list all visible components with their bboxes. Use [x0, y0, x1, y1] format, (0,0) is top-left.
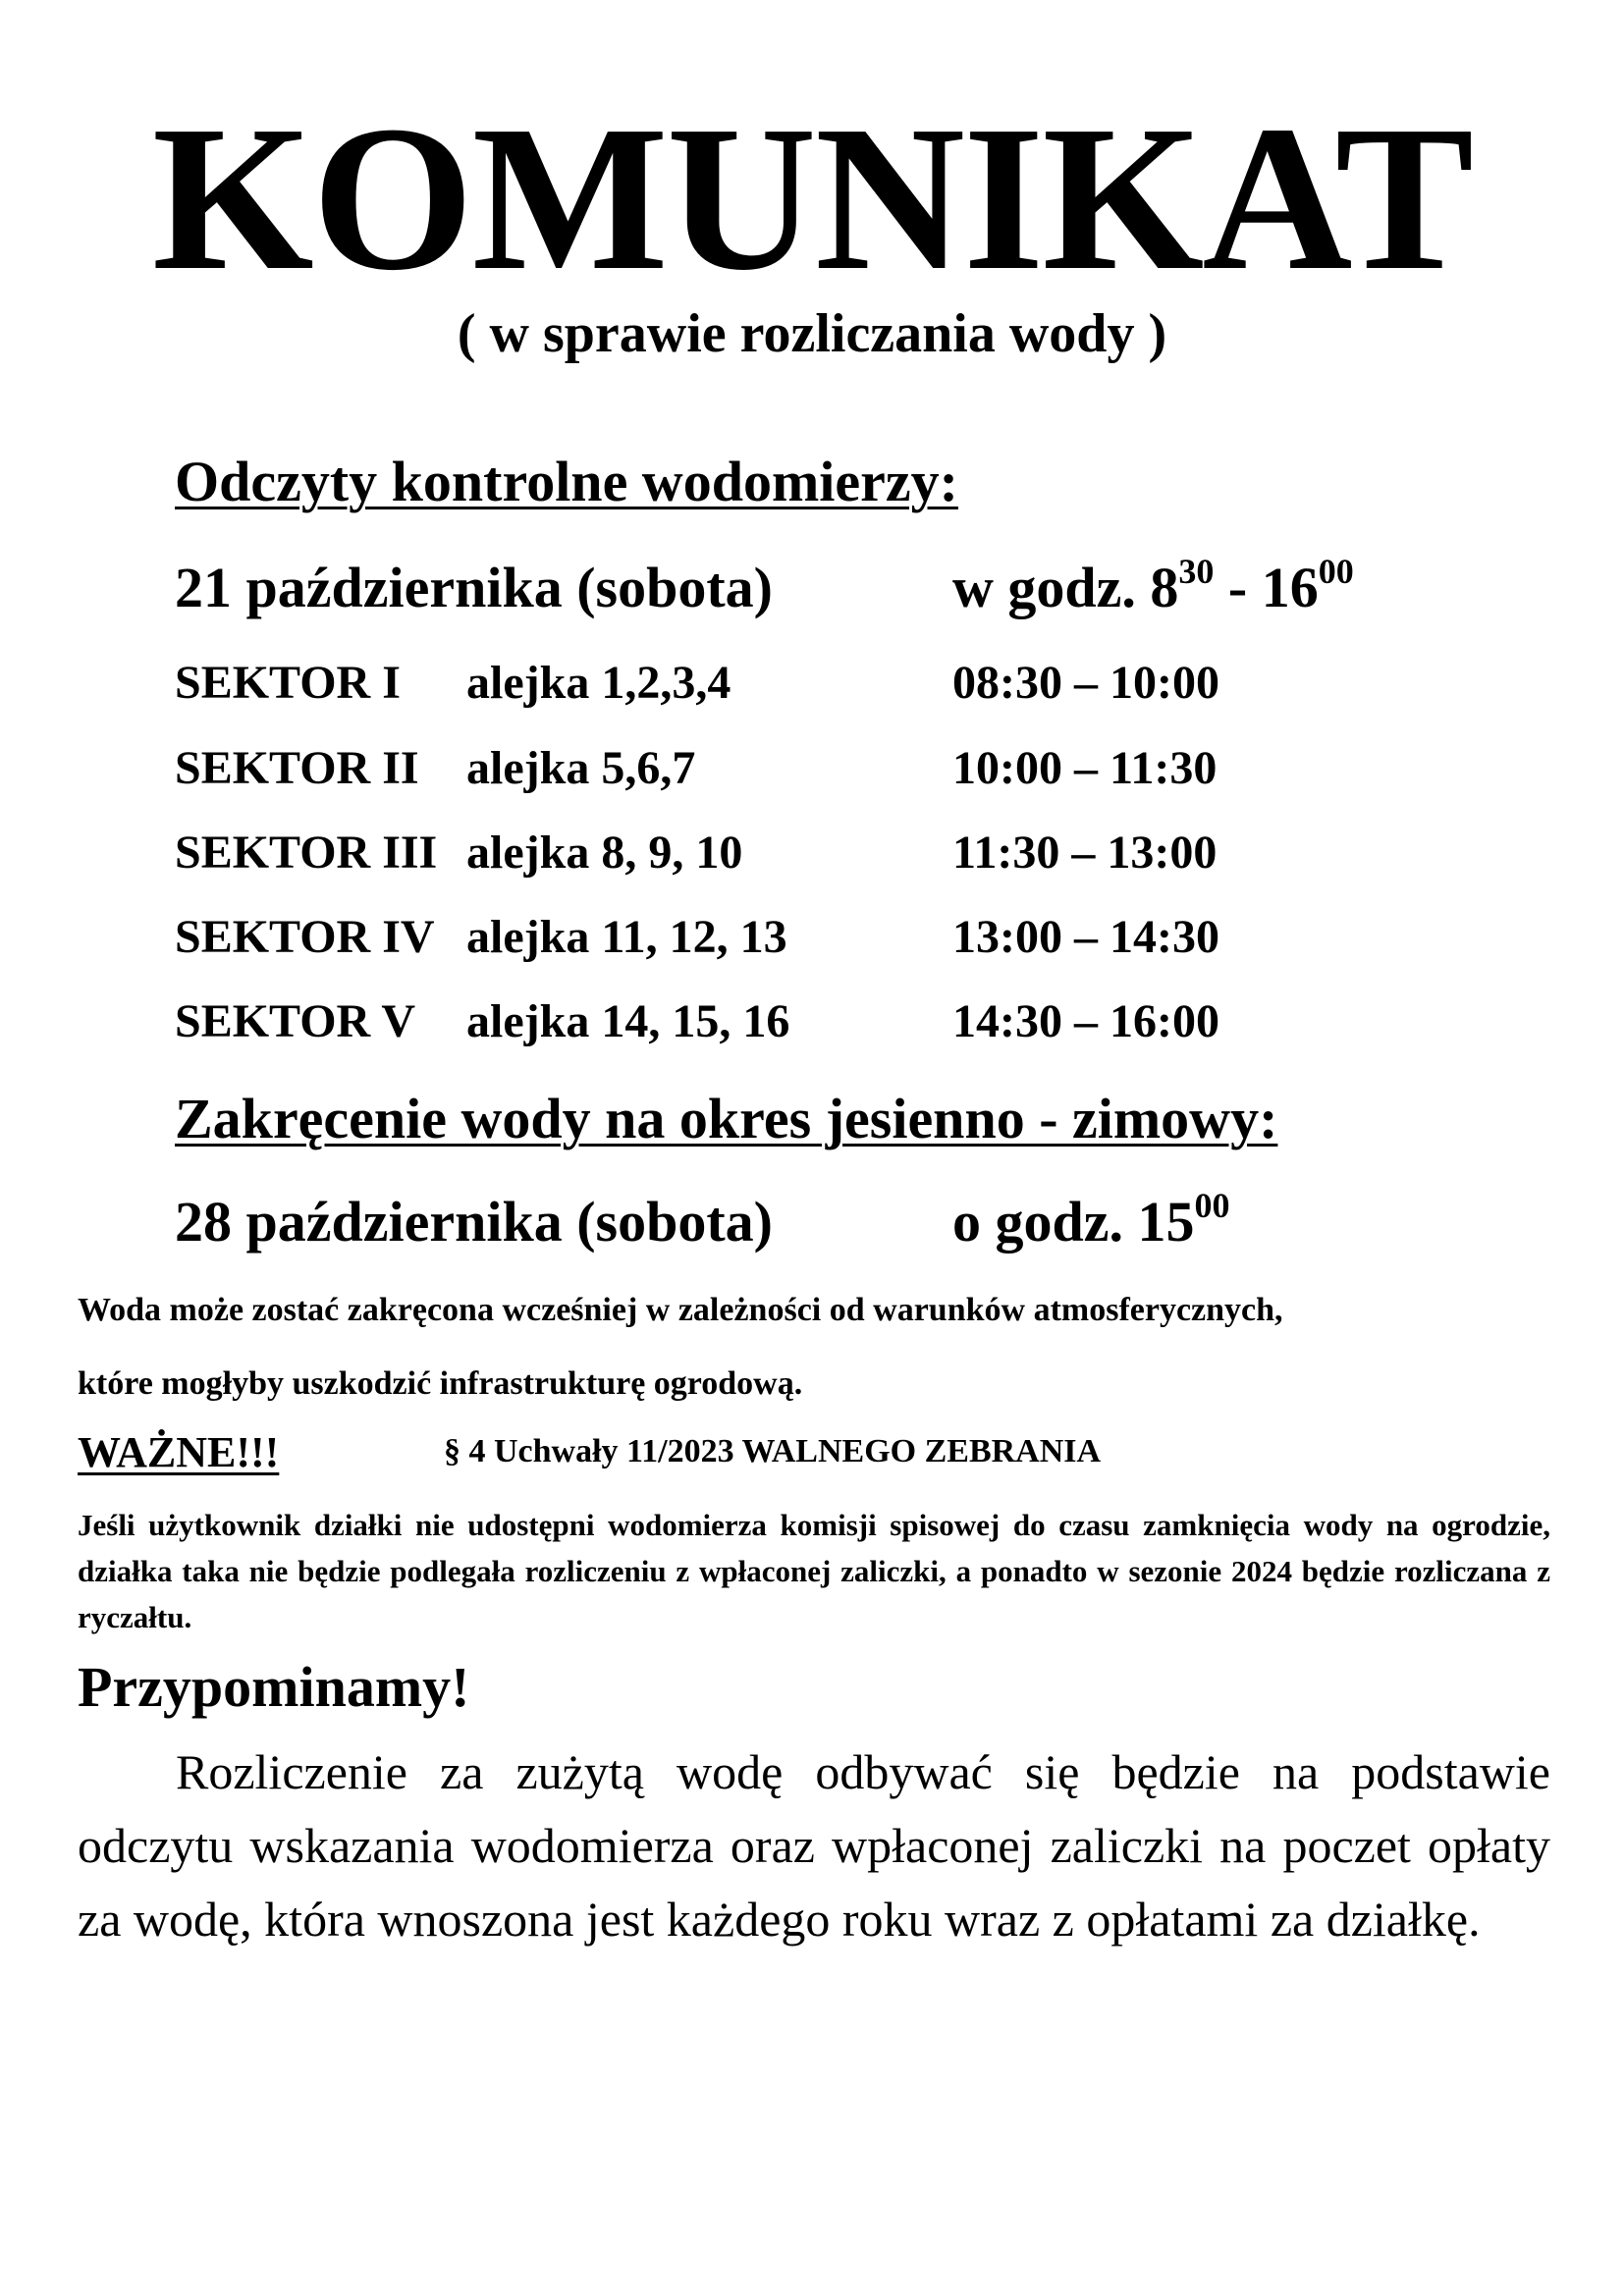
sector-time: 14:30 – 16:00 [952, 995, 1219, 1047]
readings-date: 21 października (sobota) [175, 556, 773, 619]
shutoff-time-sup: 00 [1194, 1186, 1230, 1225]
sector-name: SEKTOR V [175, 995, 415, 1047]
reminder-text: Rozliczenie za zużytą wodę odbywać się będzie na podstawie odczytu wskazania wodomierza oraz wpłaconej zaliczki na poczet opłaty za wodę, która wnoszona jest każdego roku wraz z opłatami za działkę. [78, 1744, 1550, 1947]
important-text: Jeśli użytkownik działki nie udostępni wodomierza komisji spisowej do czasu zamknięcia wody na ogrodzie, działka taka nie będzie podlegała rozliczeniu z wpłaconej zaliczki, a ponadto w sezonie 2024 będzie rozliczana z ryczałtu. [78, 1508, 1550, 1634]
document-subtitle: ( w sprawie rozliczania wody ) [457, 303, 1167, 364]
sector-alleys: alejka 11, 12, 13 [466, 911, 787, 963]
important-reference: § 4 Uchwały 11/2023 WALNEGO ZEBRANIA [444, 1433, 1102, 1469]
sector-time: 08:30 – 10:00 [952, 657, 1219, 709]
shutoff-heading: Zakręcenie wody na okres jesienno - zimowy: [175, 1087, 1278, 1150]
shutoff-time-prefix: o godz. 15 [952, 1190, 1195, 1254]
readings-time-start-sup: 30 [1178, 552, 1215, 591]
readings-heading: Odczyty kontrolne wodomierzy: [175, 450, 958, 513]
shutoff-note-line1: Woda może zostać zakręcona wcześniej w zależności od warunków atmosferycznych, [78, 1292, 1283, 1328]
readings-time-range [952, 552, 1354, 619]
sector-alleys: alejka 8, 9, 10 [466, 827, 743, 879]
sector-time: 13:00 – 14:30 [952, 911, 1219, 963]
sector-time: 10:00 – 11:30 [952, 742, 1218, 794]
important-label: WAŻNE!!! [78, 1428, 280, 1476]
sector-name: SEKTOR II [175, 742, 419, 794]
readings-time-end-sup: 00 [1318, 552, 1354, 591]
sector-name: SEKTOR IV [175, 911, 435, 963]
shutoff-time [952, 1186, 1230, 1254]
sector-name: SEKTOR I [175, 657, 401, 709]
shutoff-date: 28 października (sobota) [175, 1190, 773, 1254]
readings-time-prefix: w godz. 8 [952, 556, 1179, 619]
sector-name: SEKTOR III [175, 827, 438, 879]
shutoff-note-line2: które mogłyby uszkodzić infrastrukturę ogrodową. [78, 1365, 803, 1402]
readings-time-sep: - 16 [1214, 556, 1319, 619]
document-title: KOMUNIKAT [151, 82, 1473, 313]
sector-alleys: alejka 5,6,7 [466, 742, 696, 794]
sector-alleys: alejka 1,2,3,4 [466, 657, 731, 709]
sector-time: 11:30 – 13:00 [952, 827, 1218, 879]
sector-alleys: alejka 14, 15, 16 [466, 995, 790, 1047]
reminder-heading: Przypominamy! [78, 1655, 470, 1719]
